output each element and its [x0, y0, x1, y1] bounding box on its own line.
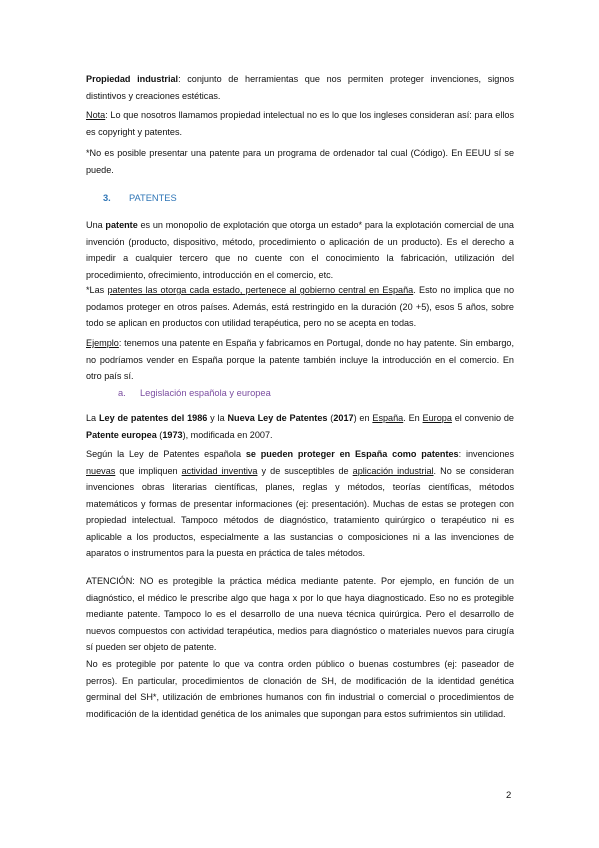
- text-run: Según la Ley de Patentes española: [86, 449, 246, 459]
- bold-text: 1973: [162, 429, 183, 440]
- section-number: 3.: [103, 193, 111, 203]
- text-run: y la: [207, 413, 228, 423]
- section-heading-patentes: [103, 193, 177, 203]
- underlined-text: actividad inventiva: [181, 465, 258, 476]
- text-run: . En: [403, 413, 423, 423]
- paragraph-text: : conjunto de herramientas que nos permiten proteger invenciones, signos distintivos y creaciones estéticas.: [86, 74, 515, 101]
- text-run: . No se consideran invenciones obras literarias científicas, planes, reglas y métodos, teorías científicas, métodos matemáticos y formas de presentar informaciones (ej: presentación). Muchas de estas se protegen con propiedad intelectual. Tampoco métodos de diagnóstico, tratamiento quirúrgico o terapéutico ni es aplicable a los productos, especialmente a las sustancias o composiciones ni a las invenciones de aparatos o instrumentos para la puesta en práctica de tales métodos.: [86, 465, 514, 558]
- subsection-heading-legislacion: [118, 388, 271, 398]
- paragraph-software-note: [86, 145, 514, 178]
- underlined-text: patentes las otorga cada estado, pertenece al gobierno central en España: [107, 285, 414, 295]
- text-run: *Las: [86, 285, 108, 295]
- subsection-number: a.: [118, 388, 126, 398]
- text-run: ), modificada en 2007.: [182, 429, 273, 440]
- paragraph-text: No es protegible por patente lo que va contra orden público o buenas costumbres (ej: paseador de perros). En particular, procedimientos de clonación de SH, de modificación de la identidad genética germinal del SH*, utilización de embriones humanos con fin industrial o comercial o procedimientos de modificación de la identidad genética de los animales que supongan para estos sufrimientos sin utilidad.: [86, 659, 514, 719]
- text-run: (: [327, 413, 334, 423]
- underlined-text: nuevas: [86, 465, 116, 476]
- paragraph-patentes-estado: [86, 282, 514, 332]
- paragraph-propiedad-industrial: [86, 71, 514, 104]
- paragraph-leyes: [86, 410, 514, 443]
- text-run: Una: [86, 220, 106, 230]
- paragraph-ejemplo: [86, 335, 514, 385]
- paragraph-patente-definition: [86, 217, 514, 283]
- paragraph-text: *No es posible presentar una patente para un programa de ordenador tal cual (Código). En EEUU sí se puede.: [86, 148, 514, 175]
- text-run: que impliquen: [115, 465, 182, 476]
- paragraph-ley-espanola: [86, 446, 514, 562]
- underlined-text: Europa: [422, 413, 452, 423]
- text-run: es un monopolio de explotación que otorga un estado* para la explotación comercial de una invención (producto, dispositivo, método, procedimiento o aplicación de un producto). Es el derecho a impedir a cualquier tercero que no cuente con el conocimiento la fabricación, utilización del procedimiento, ofrecimiento, introducción en el comercio, etc.: [86, 220, 514, 280]
- subsection-title: Legislación española y europea: [140, 388, 271, 398]
- section-title: PATENTES: [129, 193, 177, 203]
- bold-text: Patente europea: [86, 429, 157, 440]
- text-run: La: [86, 413, 99, 423]
- label-ejemplo: Ejemplo: [86, 338, 119, 348]
- text-run: ) en: [353, 413, 373, 423]
- paragraph-text: : tenemos una patente en España y fabricamos en Portugal, donde no hay patente. Sin embargo, no podríamos vender en España porque la patente también incluye la introducción en el comercio. En otro país sí.: [86, 338, 514, 381]
- underlined-text: España: [372, 413, 404, 423]
- bold-text: Ley de patentes del 1986: [98, 413, 208, 423]
- term-patente: patente: [105, 220, 138, 230]
- text-run: el convenio de: [451, 413, 514, 423]
- bold-text: Nueva Ley de Patentes: [227, 413, 328, 423]
- text-run: (: [156, 429, 163, 440]
- term-propiedad-industrial: Propiedad industrial: [86, 74, 179, 84]
- paragraph-text: : Lo que nosotros llamamos propiedad intelectual no es lo que los ingleses consideran así: para ellos es copyright y patentes.: [86, 110, 514, 137]
- bold-text: 2017: [333, 413, 354, 423]
- paragraph-text: ATENCIÓN: NO es protegible la práctica médica mediante patente. Por ejemplo, en función de un diagnóstico, el médico le prescribe algo que haga x por lo que haya diagnosticado. Eso no es protegible mediante patente. Tampoco lo es el desarrollo de una nueva técnica quirúrgica. Pero el desarrollo de nuevos compuestos con actividad terapéutica, medios para diagnóstico o materiales nuevos para cirugía sí pueden ser objeto de patente.: [86, 576, 514, 652]
- page-number: 2: [506, 790, 512, 801]
- label-nota: Nota: [86, 110, 106, 120]
- bold-text: se pueden proteger en España como patentes: [245, 449, 459, 459]
- paragraph-nota: [86, 107, 514, 140]
- underlined-text: aplicación industrial: [352, 465, 434, 476]
- text-run: : invenciones: [458, 449, 514, 459]
- paragraph-atencion: [86, 573, 514, 656]
- text-run: . Esto no implica que no podamos proteger en otros países. Además, está restringido en la duración (20 +5), esos 5 años, sobre todo se aplican en productos con utilidad terapéutica, pero no se acepta en todas.: [86, 285, 514, 328]
- paragraph-orden-publico: [86, 656, 514, 722]
- text-run: y de susceptibles de: [257, 465, 353, 476]
